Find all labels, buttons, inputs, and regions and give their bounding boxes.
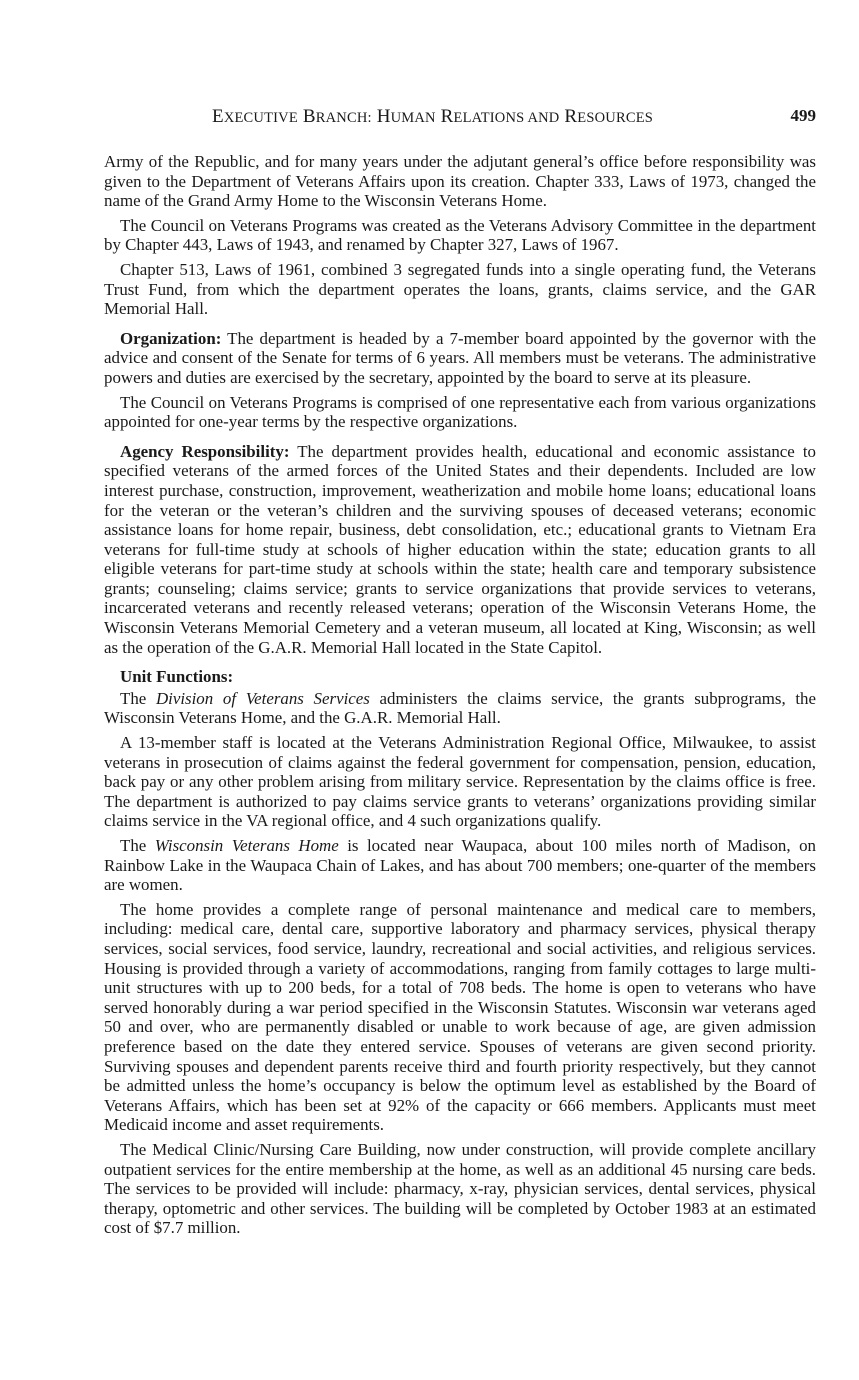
- paragraph-organization: [104, 329, 816, 388]
- page-number: 499: [790, 106, 816, 125]
- running-head-initial: R: [564, 106, 578, 127]
- organization-text: The department is headed by a 7-member board appointed by the governor with the advice and consent of the Senate for terms of 6 years. All members must be veterans. The administrative powers and duties are exercised by the secretary, appointed by the board to serve at its pleasure.: [104, 328, 816, 387]
- text-run: The: [120, 836, 155, 855]
- agency-responsibility-label: Agency Responsibility:: [120, 441, 290, 461]
- running-head-initial: B: [302, 106, 316, 127]
- paragraph-home-services: The home provides a complete range of personal maintenance and medical care to members, including: medical care, dental care, supportive laboratory and pharmacy services, physical therapy services, social services, food service, laundry, recreational and social activities, and religious services. Housing is provided through a variety of accommodations, ranging from family cottages to large multi-unit structures with up to 200 beds, for a total of 708 beds. The home is open to veterans who have served honorably during a war period specified in the Wisconsin Statutes. Wisconsin war veterans aged 50 and over, who are permanently disabled or unable to work because of age, are given admission preference based on the date they entered service. Spouses of veterans are given second priority. Surviving spouses and dependent parents receive third and fourth priority respectively, but they cannot be admitted unless the home’s occupancy is below the optimum level as established by the Board of Veterans Affairs, which has been set at 92% of the capacity or 666 members. Applicants must meet Medicaid income and asset requirements.: [104, 899, 816, 1135]
- paragraph-council-history: The Council on Veterans Programs was created as the Veterans Advisory Committee in the department by Chapter 443, Laws of 1943, and renamed by Chapter 327, Laws of 1967.: [104, 215, 816, 255]
- agency-responsibility-text: The department provides health, educational and economic assistance to specified veterans of the armed forces of the United States and their dependents. Included are low interest purchase, construction, improvement, weatherization and mobile home loans; educational loans for the veteran or the veteran’s children and the surviving spouses of deceased veterans; economic assistance loans for home repair, business, debt consolidation, etc.; educational grants to Vietnam Era veterans for full-time study at schools of higher education within the state; education grants to all eligible veterans for part-time study at schools within the state; health care and temporary subsistence grants; counseling; claims service; grants to service organizations that provide services to veterans, incarcerated veterans and recently released veterans; operation of the Wisconsin Veterans Home, the Wisconsin Veterans Memorial Cemetery and a veteran museum, all located at King, Wisconsin; as well as the operation of the G.A.R. Memorial Hall located in the State Capitol.: [104, 441, 816, 657]
- home-name: Wisconsin Veterans Home: [154, 836, 339, 855]
- running-head-initial: H: [376, 106, 391, 127]
- running-head: [212, 106, 653, 128]
- text-run: The: [120, 688, 156, 708]
- paragraph-division-services: [104, 689, 816, 728]
- organization-label: Organization:: [120, 328, 222, 348]
- text-run: administers the claims service, the grants subprograms, the Wisconsin Veterans Home, and the G.A.R. Memorial Hall.: [104, 688, 816, 728]
- running-head-small: XECUTIVE: [223, 110, 298, 126]
- paragraph-council-composition: The Council on Veterans Programs is comprised of one representative each from various organizations appointed for one-year terms by the respective organizations.: [104, 392, 816, 432]
- paragraph-trust-fund: Chapter 513, Laws of 1961, combined 3 segregated funds into a single operating fund, the Veterans Trust Fund, from which the department operates the loans, grants, claims service, and the GAR Memorial Hall.: [104, 259, 816, 319]
- division-name: Division of Veterans Services: [155, 688, 370, 708]
- body-text: [104, 152, 816, 1243]
- text-run: is located near Waupaca, about 100 miles north of Madison, on Rainbow Lake in the Waupaca Chain of Lakes, and has about 700 members; one-quarter of the members are women.: [104, 836, 816, 895]
- page-header: [104, 106, 816, 134]
- running-head-small: RANCH:: [315, 110, 372, 126]
- paragraph-continued-history: Army of the Republic, and for many years under the adjutant general’s office before responsibility was given to the Department of Veterans Affairs upon its creation. Chapter 333, Laws of 1973, changed the name of the Grand Army Home to the Wisconsin Veterans Home.: [104, 152, 816, 211]
- unit-functions-heading: Unit Functions:: [120, 667, 234, 687]
- running-head-initial: R: [440, 106, 454, 127]
- running-head-small: UMAN: [390, 110, 436, 126]
- running-head-small: ESOURCES: [577, 110, 654, 126]
- running-head-initial: E: [212, 106, 224, 127]
- paragraph-veterans-home-location: [104, 836, 816, 895]
- running-head-small: ELATIONS AND: [453, 110, 560, 126]
- paragraph-agency-responsibility: [104, 442, 816, 658]
- paragraph-claims-staff: A 13-member staff is located at the Veterans Administration Regional Office, Milwaukee, to assist veterans in prosecution of claims against the federal government for compensation, pension, education, back pay or any other problem arising from military service. Representation by the claims office is free. The department is authorized to pay claims service grants to veterans’ organizations providing similar claims service in the VA regional office, and 4 such organizations qualify.: [104, 733, 816, 831]
- paragraph-medical-clinic: The Medical Clinic/Nursing Care Building, now under construction, will provide complete ancillary outpatient services for the entire membership at the home, as well as an additional 45 nursing care beds. The services to be provided will include: pharmacy, x-ray, physician services, dental services, physical therapy, optometric and other services. The building will be completed by October 1983 at an estimated cost of $7.7 million.: [104, 1139, 816, 1238]
